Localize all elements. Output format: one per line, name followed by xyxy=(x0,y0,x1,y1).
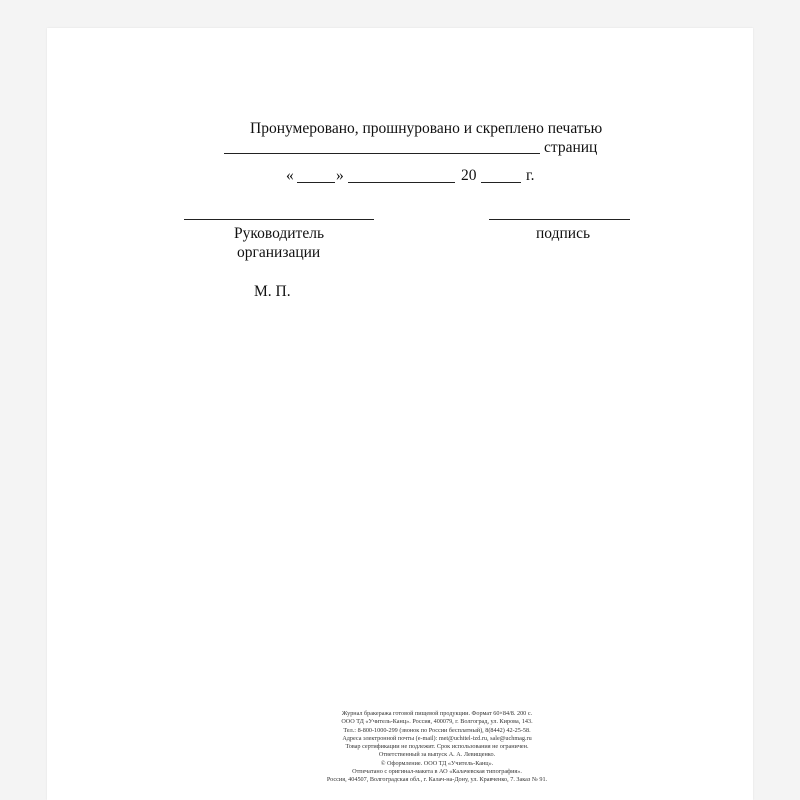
imprint-line: Ответственный за выпуск А. А. Левищенко. xyxy=(378,751,496,759)
document-page xyxy=(47,28,753,800)
imprint-line: Адреса электронной почты (e-mail): met@uchitel-izd.ru, sale@uchmag.ru xyxy=(342,734,532,742)
imprint-line: Россия, 404507, Волгоградская обл., г. Калач-на-Дону, ул. Кравченко, 7. Заказ № 91. xyxy=(326,776,548,784)
day-blank[interactable] xyxy=(297,182,335,183)
certification-heading: Пронумеровано, прошнуровано и скреплено печатью xyxy=(250,120,603,137)
imprint-line: ООО ТД «Учитель-Канц». Россия, 400079, г. Волгоград, ул. Кирова, 143. xyxy=(341,718,533,726)
pages-label: страниц xyxy=(544,139,598,156)
year-suffix: г. xyxy=(526,167,535,184)
imprint-line: Журнал бракеража готовой пищевой продукции. Формат 60×84/8. 200 с. xyxy=(341,710,533,717)
pages-count-blank[interactable] xyxy=(224,153,540,154)
year-blank[interactable] xyxy=(481,182,521,183)
imprint-line: Товар сертификации не подлежит. Срок использования не ограничен. xyxy=(345,743,529,751)
signature-blank[interactable] xyxy=(489,219,630,220)
month-blank[interactable] xyxy=(348,182,455,183)
publisher-imprint xyxy=(247,710,627,785)
signature-label: подпись xyxy=(536,225,591,242)
head-title-line1: Руководитель xyxy=(234,225,325,242)
head-title-line2: организации xyxy=(237,244,321,261)
stamp-place-label: М. П. xyxy=(254,283,291,300)
imprint-line: © Оформление. ООО ТД «Учитель-Канц». xyxy=(380,759,494,767)
imprint-line: Отпечатано с оригинал-макета в АО «Калачевская типография». xyxy=(352,768,522,776)
date-close-quote: » xyxy=(336,167,344,184)
imprint-line: Тел.: 8-800-1000-299 (звонок по России бесплатный), 8(8442) 42-25-58. xyxy=(343,726,531,734)
head-name-blank[interactable] xyxy=(184,219,374,220)
year-prefix: 20 xyxy=(461,167,477,184)
date-open-quote: « xyxy=(286,167,294,184)
